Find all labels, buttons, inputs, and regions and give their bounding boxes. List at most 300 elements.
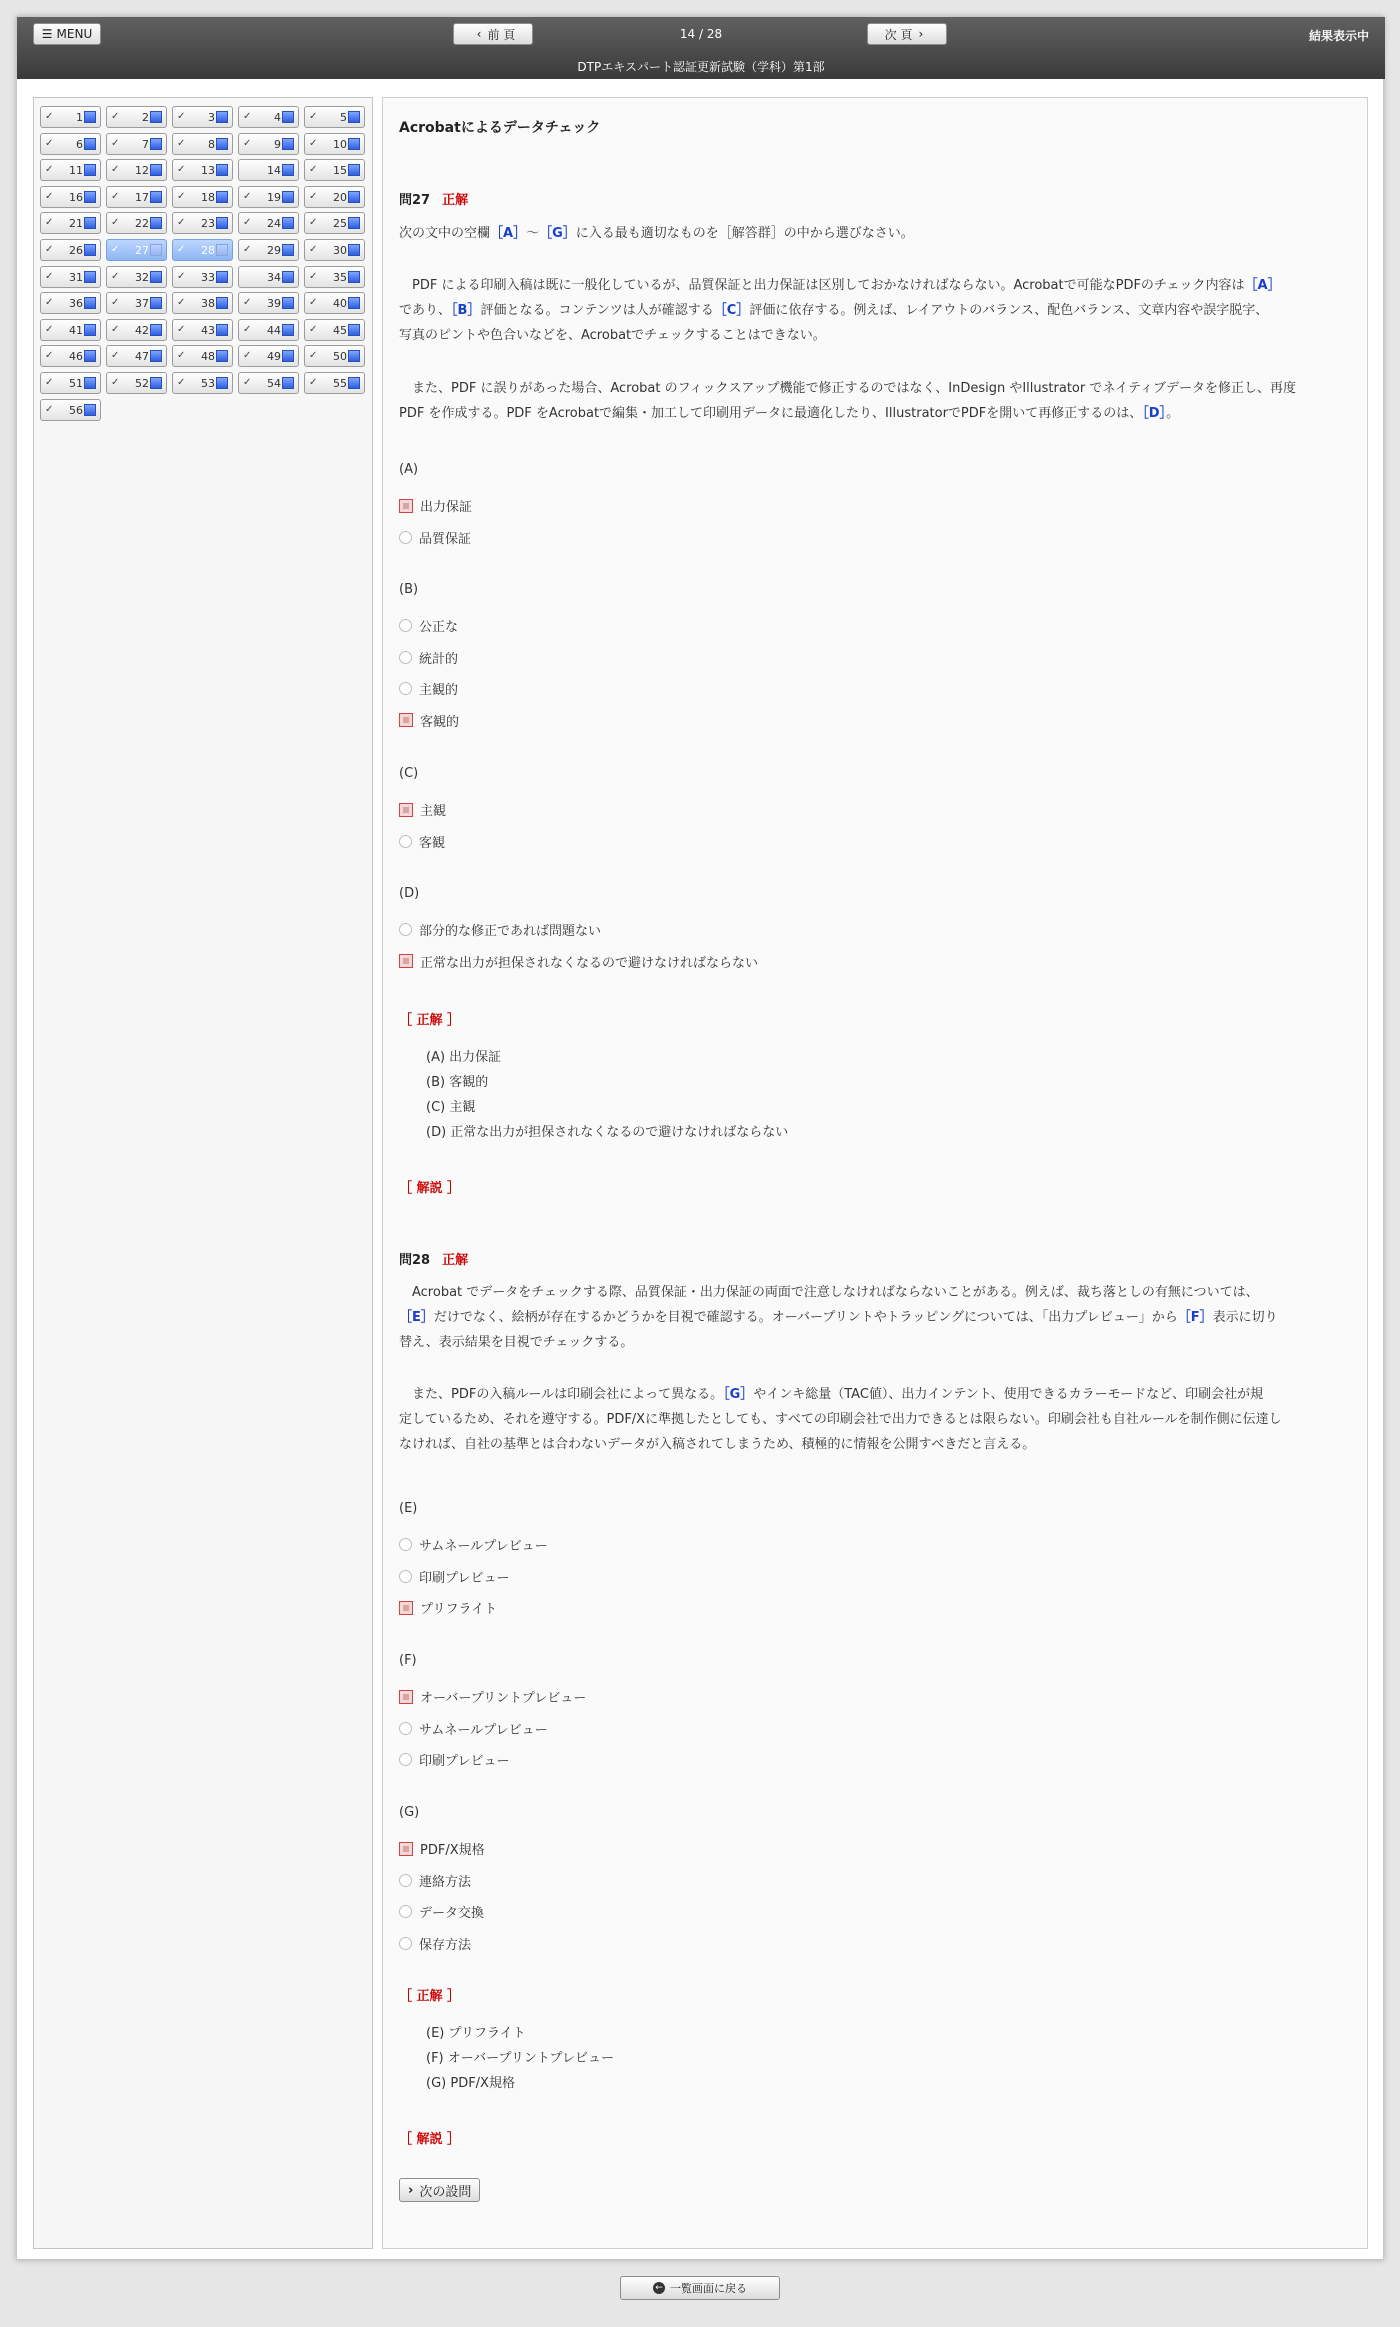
option-label: 保存方法	[419, 1937, 472, 1953]
question-button-13[interactable]	[172, 159, 233, 181]
check-icon: ✓	[177, 377, 186, 388]
question-button-49[interactable]	[238, 345, 299, 367]
q27-paragraph-1-line-2	[399, 298, 1349, 323]
radio-icon	[399, 835, 412, 848]
blank-a-ref: ［A］	[490, 226, 527, 241]
option-c-1[interactable]	[399, 800, 446, 819]
status-square-icon	[216, 138, 228, 150]
status-square-icon	[150, 164, 162, 176]
status-square-icon	[84, 217, 96, 229]
status-square-icon	[348, 350, 360, 362]
question-button-16[interactable]	[40, 186, 101, 208]
question-button-14[interactable]	[238, 159, 299, 181]
status-square-icon	[150, 271, 162, 283]
q27-instruction-mid: 〜	[526, 226, 540, 241]
question-button-3[interactable]	[172, 106, 233, 128]
prev-page-label: 前 頁	[487, 27, 516, 42]
check-icon: ✓	[45, 164, 54, 176]
selected-answer-icon	[399, 803, 413, 817]
question-button-number: 7	[142, 137, 149, 151]
question-button-number: 54	[267, 377, 281, 390]
status-square-icon	[282, 324, 294, 336]
question-button-number: 33	[201, 270, 215, 284]
status-square-icon	[84, 350, 96, 362]
check-icon: ✓	[177, 137, 186, 149]
exam-title: DTPエキスパート認証更新試験（学科）第1部	[577, 60, 825, 74]
q27-number: 問27	[399, 193, 431, 208]
status-square-icon	[84, 244, 96, 256]
option-label: PDF/X規格	[420, 1843, 485, 1858]
status-square-icon	[348, 138, 360, 150]
status-square-icon	[348, 164, 360, 176]
question-button-31[interactable]	[40, 266, 101, 288]
q28-paragraph-2-line-3: なければ、自社の基準とは合わないデータが入稿されてしまうため、積極的に情報を公開すべきだと言える。	[399, 1437, 1036, 1452]
q27-answer-c: (C) 主観	[426, 1100, 476, 1115]
question-button-number: 4	[274, 111, 281, 124]
q28-explanation-label: ［ 解説 ］	[399, 2132, 461, 2147]
option-a-1[interactable]	[399, 496, 472, 515]
status-square-icon	[348, 297, 360, 309]
question-button-27[interactable]	[106, 239, 167, 261]
option-label: サムネールプレビュー	[419, 1722, 548, 1738]
radio-icon	[399, 1753, 412, 1766]
question-button-52[interactable]	[106, 372, 167, 394]
radio-icon	[399, 1570, 412, 1583]
question-button-54[interactable]	[238, 372, 299, 394]
option-label: 主観的	[419, 683, 459, 698]
question-button-41[interactable]	[40, 319, 101, 341]
question-button-44[interactable]	[238, 319, 299, 341]
q28-p2-text: また、PDFの入稿ルールは印刷会社によって異なる。	[399, 1387, 724, 1402]
check-icon: ✓	[111, 164, 120, 176]
status-square-icon	[150, 191, 162, 203]
q27-p2-text: 。	[1166, 406, 1180, 421]
option-a-2[interactable]	[399, 528, 471, 547]
check-icon: ✓	[243, 377, 252, 388]
blank-f: ［F］	[1177, 1310, 1213, 1325]
question-button-number: 44	[267, 323, 281, 337]
question-button-23[interactable]	[172, 212, 233, 234]
question-button-10[interactable]	[304, 133, 365, 155]
menu-button[interactable]	[33, 23, 101, 45]
option-label: 部分的な修正であれば問題ない	[419, 924, 602, 939]
status-square-icon	[282, 271, 294, 283]
status-square-icon	[348, 111, 360, 123]
option-label: 印刷プレビュー	[419, 1570, 510, 1586]
status-square-icon	[282, 138, 294, 150]
option-label: 公正な	[419, 620, 459, 635]
status-square-icon	[150, 377, 162, 389]
option-label: プリフライト	[420, 1602, 498, 1617]
option-b-1[interactable]	[399, 616, 458, 635]
radio-icon	[399, 1937, 412, 1950]
q27-paragraph-1-line-3: 写真のピントや色合いなどを、Acrobatでチェックすることはできない。	[399, 328, 826, 343]
question-button-number: 46	[69, 350, 83, 364]
status-square-icon	[216, 164, 228, 176]
question-button-26[interactable]	[40, 239, 101, 261]
question-button-56[interactable]	[40, 399, 101, 421]
selected-answer-icon	[399, 954, 413, 968]
question-button-number: 26	[69, 244, 83, 257]
question-button-17[interactable]	[106, 186, 167, 208]
check-icon: ✓	[243, 111, 252, 122]
status-square-icon	[282, 244, 294, 256]
radio-icon	[399, 531, 412, 544]
question-button-number: 16	[69, 190, 83, 204]
q27-paragraph-1-line-1	[399, 273, 1349, 298]
check-icon: ✓	[309, 350, 318, 362]
question-button-39[interactable]	[238, 292, 299, 314]
question-button-number: 22	[135, 217, 149, 231]
chevron-right-icon: ›	[408, 2182, 414, 2198]
check-icon: ✓	[45, 217, 54, 229]
result-mode-label: 結果表示中	[1308, 29, 1369, 43]
prev-page-button[interactable]	[453, 23, 533, 45]
option-f-3[interactable]	[399, 1750, 509, 1769]
status-square-icon	[84, 138, 96, 150]
question-button-45[interactable]	[304, 319, 365, 341]
check-icon: ✓	[45, 137, 54, 149]
radio-icon	[399, 619, 412, 632]
status-square-icon	[84, 404, 96, 416]
question-button-37[interactable]	[106, 292, 167, 314]
question-button-number: 38	[201, 297, 215, 311]
hamburger-icon: ☰	[41, 27, 53, 41]
check-icon: ✓	[309, 217, 318, 229]
check-icon: ✓	[45, 323, 54, 335]
status-square-icon	[282, 164, 294, 176]
question-button-33[interactable]	[172, 266, 233, 288]
q28-paragraph-1-line-3: 替え、表示結果を目視でチェックする。	[399, 1335, 634, 1350]
check-icon: ✓	[45, 377, 54, 388]
question-button-20[interactable]	[304, 186, 365, 208]
check-icon: ✓	[45, 350, 54, 362]
question-button-number: 53	[201, 377, 215, 390]
check-icon: ✓	[45, 270, 54, 282]
q28-paragraph-1-line-2	[399, 1305, 1349, 1330]
check-icon: ✓	[177, 350, 186, 362]
option-f-1[interactable]	[399, 1687, 586, 1706]
q28-number: 問28	[399, 1253, 431, 1268]
status-square-icon	[150, 244, 162, 256]
check-icon: ✓	[111, 137, 120, 149]
check-icon: ✓	[243, 350, 252, 362]
option-b-4[interactable]	[399, 711, 459, 730]
question-button-47[interactable]	[106, 345, 167, 367]
question-button-6[interactable]	[40, 133, 101, 155]
status-square-icon	[216, 111, 228, 123]
blank-g: ［G］	[723, 1387, 754, 1402]
option-b-3[interactable]	[399, 679, 458, 698]
status-square-icon	[348, 271, 360, 283]
question-button-number: 48	[201, 350, 215, 364]
selected-answer-icon	[399, 1601, 413, 1615]
question-button-number: 14	[267, 164, 281, 178]
status-square-icon	[150, 324, 162, 336]
status-square-icon	[348, 377, 360, 389]
question-button-number: 28	[201, 244, 215, 257]
status-square-icon	[84, 111, 96, 123]
question-button-18[interactable]	[172, 186, 233, 208]
question-button-35[interactable]	[304, 266, 365, 288]
check-icon: ✓	[45, 190, 54, 202]
question-button-19[interactable]	[238, 186, 299, 208]
question-button-28[interactable]	[172, 239, 233, 261]
option-label: 統計的	[419, 651, 459, 667]
question-button-number: 41	[69, 323, 83, 337]
radio-icon	[399, 1874, 412, 1887]
question-button-number: 56	[69, 403, 83, 417]
check-icon: ✓	[111, 350, 120, 362]
check-icon: ✓	[177, 164, 186, 176]
question-button-34[interactable]	[238, 266, 299, 288]
question-content	[382, 97, 1368, 2249]
question-button-5[interactable]	[304, 106, 365, 128]
status-square-icon	[150, 297, 162, 309]
selected-answer-icon	[399, 1842, 413, 1856]
check-icon: ✓	[45, 403, 54, 415]
blank-e: ［E］	[399, 1310, 434, 1325]
question-button-number: 31	[69, 270, 83, 284]
question-button-number: 51	[69, 377, 83, 390]
q27-paragraph-2-line-1: また、PDF に誤りがあった場合、Acrobat のフィックスアップ機能で修正するのではなく、InDesign やIllustrator でネイティブデータを修正し、再度	[399, 381, 1297, 396]
status-square-icon	[216, 244, 228, 256]
question-button-48[interactable]	[172, 345, 233, 367]
question-button-4[interactable]	[238, 106, 299, 128]
question-button-29[interactable]	[238, 239, 299, 261]
check-icon: ✓	[111, 217, 120, 229]
next-question-button[interactable]	[399, 2178, 480, 2202]
question-button-number: 18	[201, 190, 215, 204]
question-button-number: 3	[208, 111, 215, 124]
status-square-icon	[348, 191, 360, 203]
question-button-number: 15	[333, 164, 347, 178]
question-button-number: 52	[135, 377, 149, 390]
check-icon: ✓	[45, 297, 54, 309]
status-square-icon	[282, 350, 294, 362]
blank-d: ［D］	[1142, 406, 1167, 421]
question-button-number: 1	[76, 111, 83, 124]
q28-p1-text: 表示に切り	[1212, 1310, 1278, 1325]
check-icon: ✓	[177, 190, 186, 202]
status-square-icon	[282, 191, 294, 203]
question-button-12[interactable]	[106, 159, 167, 181]
q28-answer-g: (G) PDF/X規格	[426, 2076, 515, 2091]
question-button-8[interactable]	[172, 133, 233, 155]
check-icon: ✓	[45, 111, 54, 122]
next-page-button[interactable]	[867, 23, 947, 45]
option-g-3[interactable]	[399, 1902, 484, 1921]
radio-icon	[399, 1722, 412, 1735]
q28-correct-label: ［ 正解 ］	[399, 1989, 461, 2004]
status-square-icon	[216, 350, 228, 362]
check-icon: ✓	[177, 323, 186, 335]
q28-paragraph-2-line-2: 定しているため、それを遵守する。PDF/Xに準拠したとしても、すべての印刷会社で出力できるとは限らない。印刷会社も自社ルールを制作側に伝達し	[399, 1412, 1282, 1427]
status-square-icon	[216, 297, 228, 309]
option-d-2[interactable]	[399, 952, 758, 971]
next-page-label: 次 頁	[884, 27, 913, 42]
question-button-number: 45	[333, 323, 347, 337]
question-button-number: 49	[267, 350, 281, 364]
status-square-icon	[216, 377, 228, 389]
blank-c: ［C］	[713, 303, 750, 318]
radio-icon	[399, 1538, 412, 1551]
option-label: 印刷プレビュー	[419, 1754, 510, 1769]
group-label-d: (D)	[399, 886, 420, 901]
question-button-53[interactable]	[172, 372, 233, 394]
check-icon: ✓	[177, 297, 186, 309]
status-square-icon	[348, 324, 360, 336]
q27-p1-text: であり、	[399, 303, 452, 318]
status-square-icon	[282, 297, 294, 309]
q28-p1-text: だけでなく、絵柄が存在するかどうかを目視で確認する。オーバープリントやトラッピングについては、「出力プレビュー」から	[433, 1310, 1178, 1325]
q27-instruction-post: に入る最も適切なものを［解答群］の中から選びなさい。	[575, 226, 914, 241]
status-square-icon	[84, 271, 96, 283]
check-icon: ✓	[243, 137, 252, 149]
status-square-icon	[282, 217, 294, 229]
question-button-46[interactable]	[40, 345, 101, 367]
q27-p1-text: 評価となる。コンテンツは人が確認する	[480, 303, 714, 318]
question-button-number: 11	[69, 164, 83, 178]
question-button-number: 50	[333, 350, 347, 364]
option-label: オーバープリントプレビュー	[420, 1691, 587, 1706]
option-g-4[interactable]	[399, 1934, 471, 1953]
question-button-36[interactable]	[40, 292, 101, 314]
question-button-number: 55	[333, 377, 347, 390]
check-icon: ✓	[111, 244, 120, 255]
check-icon: ✓	[309, 190, 318, 202]
option-e-3[interactable]	[399, 1598, 497, 1617]
status-square-icon	[216, 217, 228, 229]
question-button-number: 40	[333, 297, 347, 311]
chevron-right-icon: ›	[918, 27, 924, 41]
question-button-51[interactable]	[40, 372, 101, 394]
group-label-e: (E)	[399, 1501, 418, 1516]
status-square-icon	[84, 191, 96, 203]
header-bar	[17, 17, 1385, 79]
group-label-f: (F)	[399, 1653, 417, 1668]
option-label: 客観的	[420, 714, 460, 730]
q27-instruction	[399, 221, 1349, 246]
question-button-11[interactable]	[40, 159, 101, 181]
question-button-40[interactable]	[304, 292, 365, 314]
option-e-1[interactable]	[399, 1535, 548, 1554]
selected-answer-icon	[399, 499, 413, 513]
question-button-22[interactable]	[106, 212, 167, 234]
q28-p2-text: やインキ総量（TAC値）、出力インテント、使用できるカラーモードなど、印刷会社が規	[753, 1387, 1264, 1402]
group-label-g: (G)	[399, 1805, 420, 1820]
check-icon: ✓	[111, 111, 120, 122]
question-button-38[interactable]	[172, 292, 233, 314]
option-b-2[interactable]	[399, 648, 458, 667]
status-square-icon	[84, 164, 96, 176]
question-button-number: 35	[333, 270, 347, 284]
status-square-icon	[84, 297, 96, 309]
question-button-2[interactable]	[106, 106, 167, 128]
question-button-55[interactable]	[304, 372, 365, 394]
check-icon: ✓	[177, 217, 186, 229]
question-button-7[interactable]	[106, 133, 167, 155]
menu-button-label: MENU	[56, 27, 93, 41]
check-icon: ✓	[111, 297, 120, 309]
status-square-icon	[348, 217, 360, 229]
circle-arrow-left-icon: ←	[653, 2282, 665, 2294]
status-square-icon	[348, 244, 360, 256]
question-button-32[interactable]	[106, 266, 167, 288]
group-label-b: (B)	[399, 582, 419, 597]
question-button-9[interactable]	[238, 133, 299, 155]
option-label: 品質保証	[419, 531, 472, 547]
option-g-1[interactable]	[399, 1839, 485, 1858]
question-button-number: 10	[333, 137, 347, 151]
question-button-21[interactable]	[40, 212, 101, 234]
radio-icon	[399, 923, 412, 936]
question-button-number: 2	[142, 111, 149, 124]
option-g-2[interactable]	[399, 1871, 471, 1890]
question-button-24[interactable]	[238, 212, 299, 234]
status-square-icon	[84, 377, 96, 389]
q27-instruction-pre: 次の文中の空欄	[399, 226, 491, 241]
q28-heading	[399, 1249, 468, 1268]
q27-answer-b: (B) 客観的	[426, 1075, 489, 1090]
option-c-2[interactable]	[399, 832, 445, 851]
option-label: データ交換	[419, 1906, 485, 1921]
chevron-left-icon: ‹	[476, 27, 482, 41]
next-question-label: 次の設問	[419, 2184, 472, 2200]
question-button-50[interactable]	[304, 345, 365, 367]
check-icon: ✓	[243, 217, 252, 229]
app-frame	[16, 16, 1384, 2260]
option-label: 正常な出力が担保されなくなるので避けなければならない	[420, 955, 759, 971]
question-button-number: 20	[333, 190, 347, 204]
question-button-25[interactable]	[304, 212, 365, 234]
q27-p2-text: PDF を作成する。PDF をAcrobatで編集・加工して印刷用データに最適化したり、IllustratorでPDFを開いて再修正するのは、	[399, 406, 1143, 421]
q27-heading	[399, 189, 468, 208]
option-label: 主観	[420, 804, 447, 819]
question-button-number: 19	[267, 190, 281, 204]
option-label: 連絡方法	[419, 1874, 472, 1890]
selected-answer-icon	[399, 1690, 413, 1704]
radio-icon	[399, 1905, 412, 1918]
section-title: Acrobatによるデータチェック	[399, 120, 601, 136]
group-label-a: (A)	[399, 462, 419, 477]
check-icon: ✓	[309, 323, 318, 335]
option-d-1[interactable]	[399, 920, 601, 939]
question-button-42[interactable]	[106, 319, 167, 341]
blank-b: ［B］	[451, 303, 481, 318]
question-button-number: 43	[201, 323, 215, 337]
question-button-15[interactable]	[304, 159, 365, 181]
option-f-2[interactable]	[399, 1719, 548, 1738]
back-to-list-button[interactable]	[620, 2276, 780, 2300]
question-button-number: 39	[267, 297, 281, 311]
option-e-2[interactable]	[399, 1567, 509, 1586]
question-button-43[interactable]	[172, 319, 233, 341]
back-to-list-label: 一覧画面に戻る	[670, 2282, 747, 2295]
q28-paragraph-2-line-1	[399, 1382, 1349, 1407]
question-button-30[interactable]	[304, 239, 365, 261]
question-button-1[interactable]	[40, 106, 101, 128]
q28-answer-e: (E) プリフライト	[426, 2026, 526, 2041]
check-icon: ✓	[243, 323, 252, 335]
q28-answer-f: (F) オーバープリントプレビュー	[426, 2051, 615, 2066]
question-button-number: 5	[340, 111, 347, 124]
status-square-icon	[84, 324, 96, 336]
check-icon: ✓	[309, 111, 318, 122]
group-label-c: (C)	[399, 766, 419, 781]
q27-p1-text: PDF による印刷入稿は既に一般化しているが、品質保証と出力保証は区別しておかなければならない。Acrobatで可能なPDFのチェック内容は	[399, 278, 1245, 293]
check-icon: ✓	[177, 111, 186, 122]
